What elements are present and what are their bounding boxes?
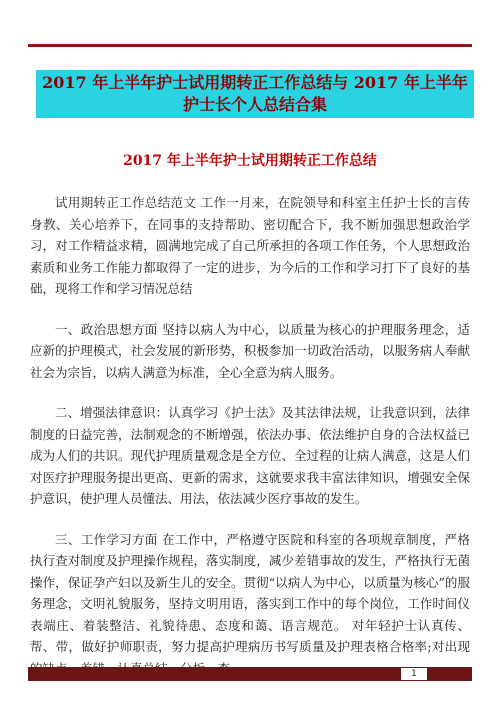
page-number: 1: [400, 667, 428, 681]
document-subtitle: 2017 年上半年护士试用期转正工作总结: [123, 153, 377, 169]
top-rule: [28, 44, 472, 47]
document-body: [30, 192, 470, 698]
paragraph-intro: 试用期转正工作总结范文 工作一月来，在院领导和科室主任护士长的言传身教、关心培养下，在同事的支持帮助、密切配合下，我不断加强思想政治学习，对工作精益求精，圆满地完成了自己所承担的各项工作任务，个人思想政治素质和业务工作能力都取得了一定的进步，为今后的工作和学习打下了良好的基础，现将工作和学习情况总结: [30, 195, 470, 296]
document-title: 2017 年上半年护士试用期转正工作总结与 2017 年上半年护士长个人总结合集: [36, 70, 474, 118]
paragraph-political: 一、政治思想方面 坚持以病人为中心，以质量为核心的护理服务理念，适应新的护理模式，社会发展的新形势，积极参加一切政治活动，以服务病人奉献社会为宗旨，以病人满意为标准，全心全意为病人服务。: [30, 321, 470, 380]
paragraph-work-study: 三、工作学习方面 在工作中，严格遵守医院和科室的各项规章制度，严格执行查对制度及护理操作规程，落实制度，减少差错事故的发生，严格执行无菌操作，保证孕产妇以及新生儿的安全。贯彻“以病人为中心，以质量为核心”的服务理念，文明礼貌服务，坚持文明用语，落实到工作中的每个岗位，工作时间仪表端庄、着装整洁、礼貌待患、态度和蔼、语言规范。 对年轻护士认真传、帮、带，做好护师职责，努力提高护理病历书写质量及护理表格合格率;对出现: [30, 531, 470, 654]
paragraph-legal: 二、增强法律意识：认真学习《护士法》及其法律法规，让我意识到，法律制度的日益完善，法制观念的不断增强，依法办事、依法维护自身的合法权益已成为人们的共识。现代护理质量观念是全方位、全过程的让病人满意，这是人们对医疗护理服务提出更高、更新的需求，这就要求我丰富法律知识，增强安全保护意识，使护理人员懂法、用法，依法减少医疗事故的发生。: [30, 405, 470, 506]
